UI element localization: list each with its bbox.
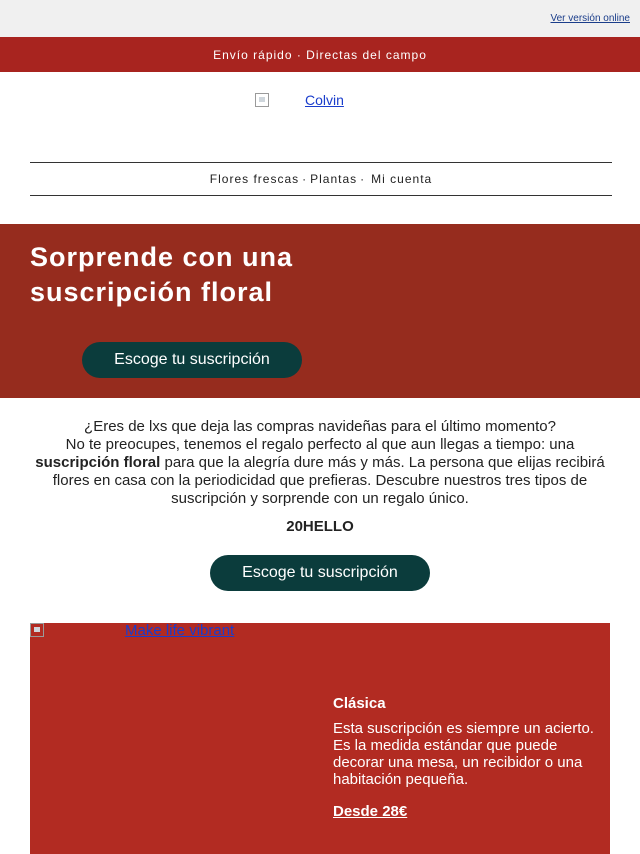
broken-image-icon xyxy=(30,623,44,637)
intro-line-2a: No te preocupes, tenemos el regalo perfecto al que aun llegas a tiempo: una xyxy=(65,436,575,453)
intro-bold: suscripción floral xyxy=(35,454,161,471)
intro-line-2b: para que la alegría dure más y más. La persona que elijas recibirá flores en casa con la periodicidad que prefieras. Descubre nuestros tres tipos de suscripción y sorprende con un regalo único. xyxy=(52,454,605,507)
top-bar xyxy=(0,0,640,37)
nav-separator: · xyxy=(302,172,308,186)
intro-paragraph xyxy=(30,436,610,508)
nav-item-plantas[interactable]: Plantas xyxy=(310,172,358,186)
promo-banner xyxy=(0,37,640,72)
hero-cta-button[interactable]: Escoge tu suscripción xyxy=(82,342,302,378)
main-cta-button[interactable]: Escoge tu suscripción xyxy=(210,555,430,591)
nav-separator: · xyxy=(360,172,366,186)
card-title: Clásica xyxy=(333,695,386,712)
card-body xyxy=(333,695,603,820)
card-image-link[interactable]: Make life vibrant xyxy=(125,622,235,639)
card-image[interactable] xyxy=(30,623,234,639)
card-price-link[interactable]: Desde 28€ xyxy=(333,803,408,820)
card-description: Esta suscripción es siempre un acierto. Es la medida estándar que puede decorar una mesa, un recibidor o una habitación pequeña. xyxy=(333,720,594,788)
nav-item-cuenta[interactable]: Mi cuenta xyxy=(371,172,433,186)
subscription-card xyxy=(30,623,610,854)
main-nav xyxy=(30,162,612,196)
logo[interactable] xyxy=(255,93,344,107)
logo-link[interactable]: Colvin xyxy=(305,92,344,108)
hero-title: Sorprende con una suscripción floral xyxy=(30,242,294,307)
promo-code: 20HELLO xyxy=(286,518,354,535)
logo-area xyxy=(0,72,640,162)
intro-line-1: ¿Eres de lxs que deja las compras navideñas para el último momento? xyxy=(84,418,556,435)
hero-banner xyxy=(0,224,640,398)
broken-image-icon xyxy=(255,93,269,107)
view-online-link[interactable]: Ver versión online xyxy=(550,13,630,24)
nav-item-flores[interactable]: Flores frescas xyxy=(209,172,300,186)
cta-wrapper xyxy=(0,555,640,591)
promo-text: Envío rápido · Directas del campo xyxy=(213,47,427,62)
intro-text xyxy=(0,398,640,508)
